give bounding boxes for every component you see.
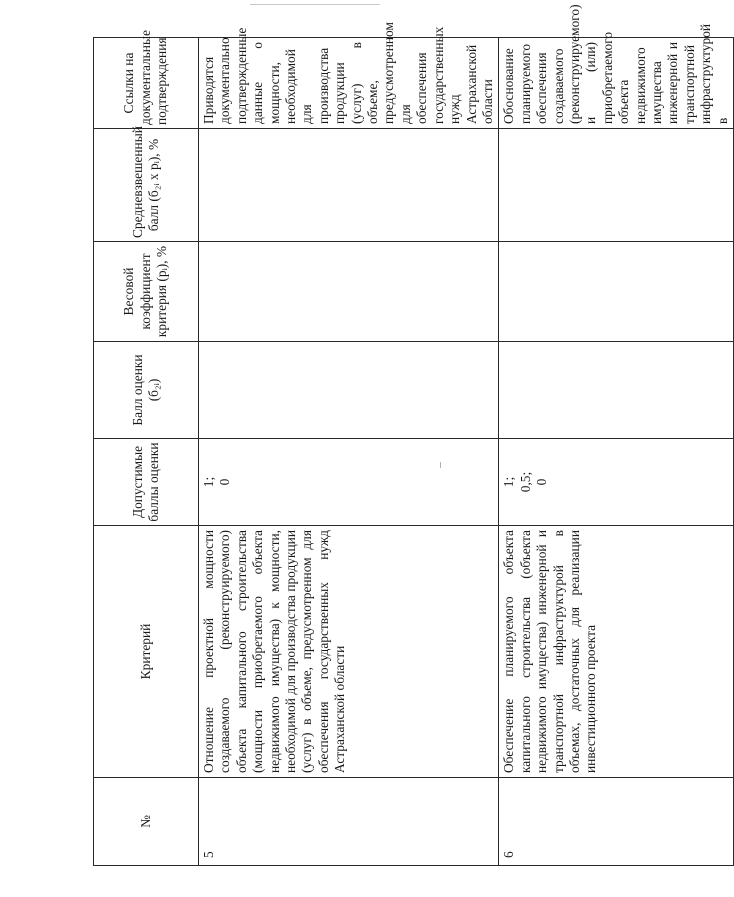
header-weighted-score: Средневзвешенный балл (б₂ᵢ х рᵢ), % <box>94 129 199 242</box>
table-row <box>499 38 734 866</box>
criterion-text: Обеспечение планируемого объекта капитального строительства (объекта недвижимого имущества) инженерной и транспортной инфраструктурой в объемах, достаточных для реализации инвестиционного проекта <box>499 526 734 778</box>
header-score: Балл оценки (б₂ᵢ) <box>94 342 199 439</box>
score-cell <box>199 342 499 439</box>
table-row <box>199 38 499 866</box>
criteria-table <box>93 4 734 866</box>
weighted-score-cell <box>199 129 499 242</box>
rotated-page <box>93 4 730 866</box>
weighted-score-cell <box>499 129 734 242</box>
allowed-score-value: 1; <box>201 476 216 488</box>
reference-text: Приводятся документально подтвержденные данные о мощности, необходимой для производства продукции (услуг) в объеме, предусмотренном для обеспечения государственных нужд Астраханской области <box>199 38 499 129</box>
allowed-scores <box>499 439 734 526</box>
weight-cell <box>499 242 734 342</box>
allowed-scores <box>199 439 499 526</box>
weight-cell <box>199 242 499 342</box>
criterion-text: Отношение проектной мощности создаваемого (реконструируемого) объекта капитального строительства (мощности приобретаемого объекта недвижимого имущества) к мощности, необходимой для производства продукции (услуг) в объеме, предусмотренном для обеспечения государственных нужд Астраханской области <box>199 526 499 778</box>
header-allowed-scores: Допустимые баллы оценки <box>94 439 199 526</box>
header-references: Ссылки на документальные подтверждения <box>94 38 199 129</box>
allowed-score-value: 0,5; <box>517 471 533 493</box>
reference-text: Обоснование планируемого обеспечения создаваемого (реконструируемого) и (или) приобретаемого объекта недвижимого имущества инженерной и транспортной инфраструктурой в <box>499 38 734 129</box>
allowed-score-value: 1; <box>501 476 517 488</box>
allowed-score-value: 0 <box>534 478 550 486</box>
row-number: 6 <box>499 778 734 866</box>
header-criterion: Критерий <box>94 526 199 778</box>
scan-artifact-line <box>250 4 380 5</box>
table-header-row <box>94 38 199 866</box>
score-cell <box>499 342 734 439</box>
row-number: 5 <box>199 778 499 866</box>
allowed-score-value: 0 <box>217 478 233 486</box>
header-num: № <box>94 778 199 866</box>
header-weight: Весовой коэффициент критерия (рᵢ), % <box>94 242 199 342</box>
